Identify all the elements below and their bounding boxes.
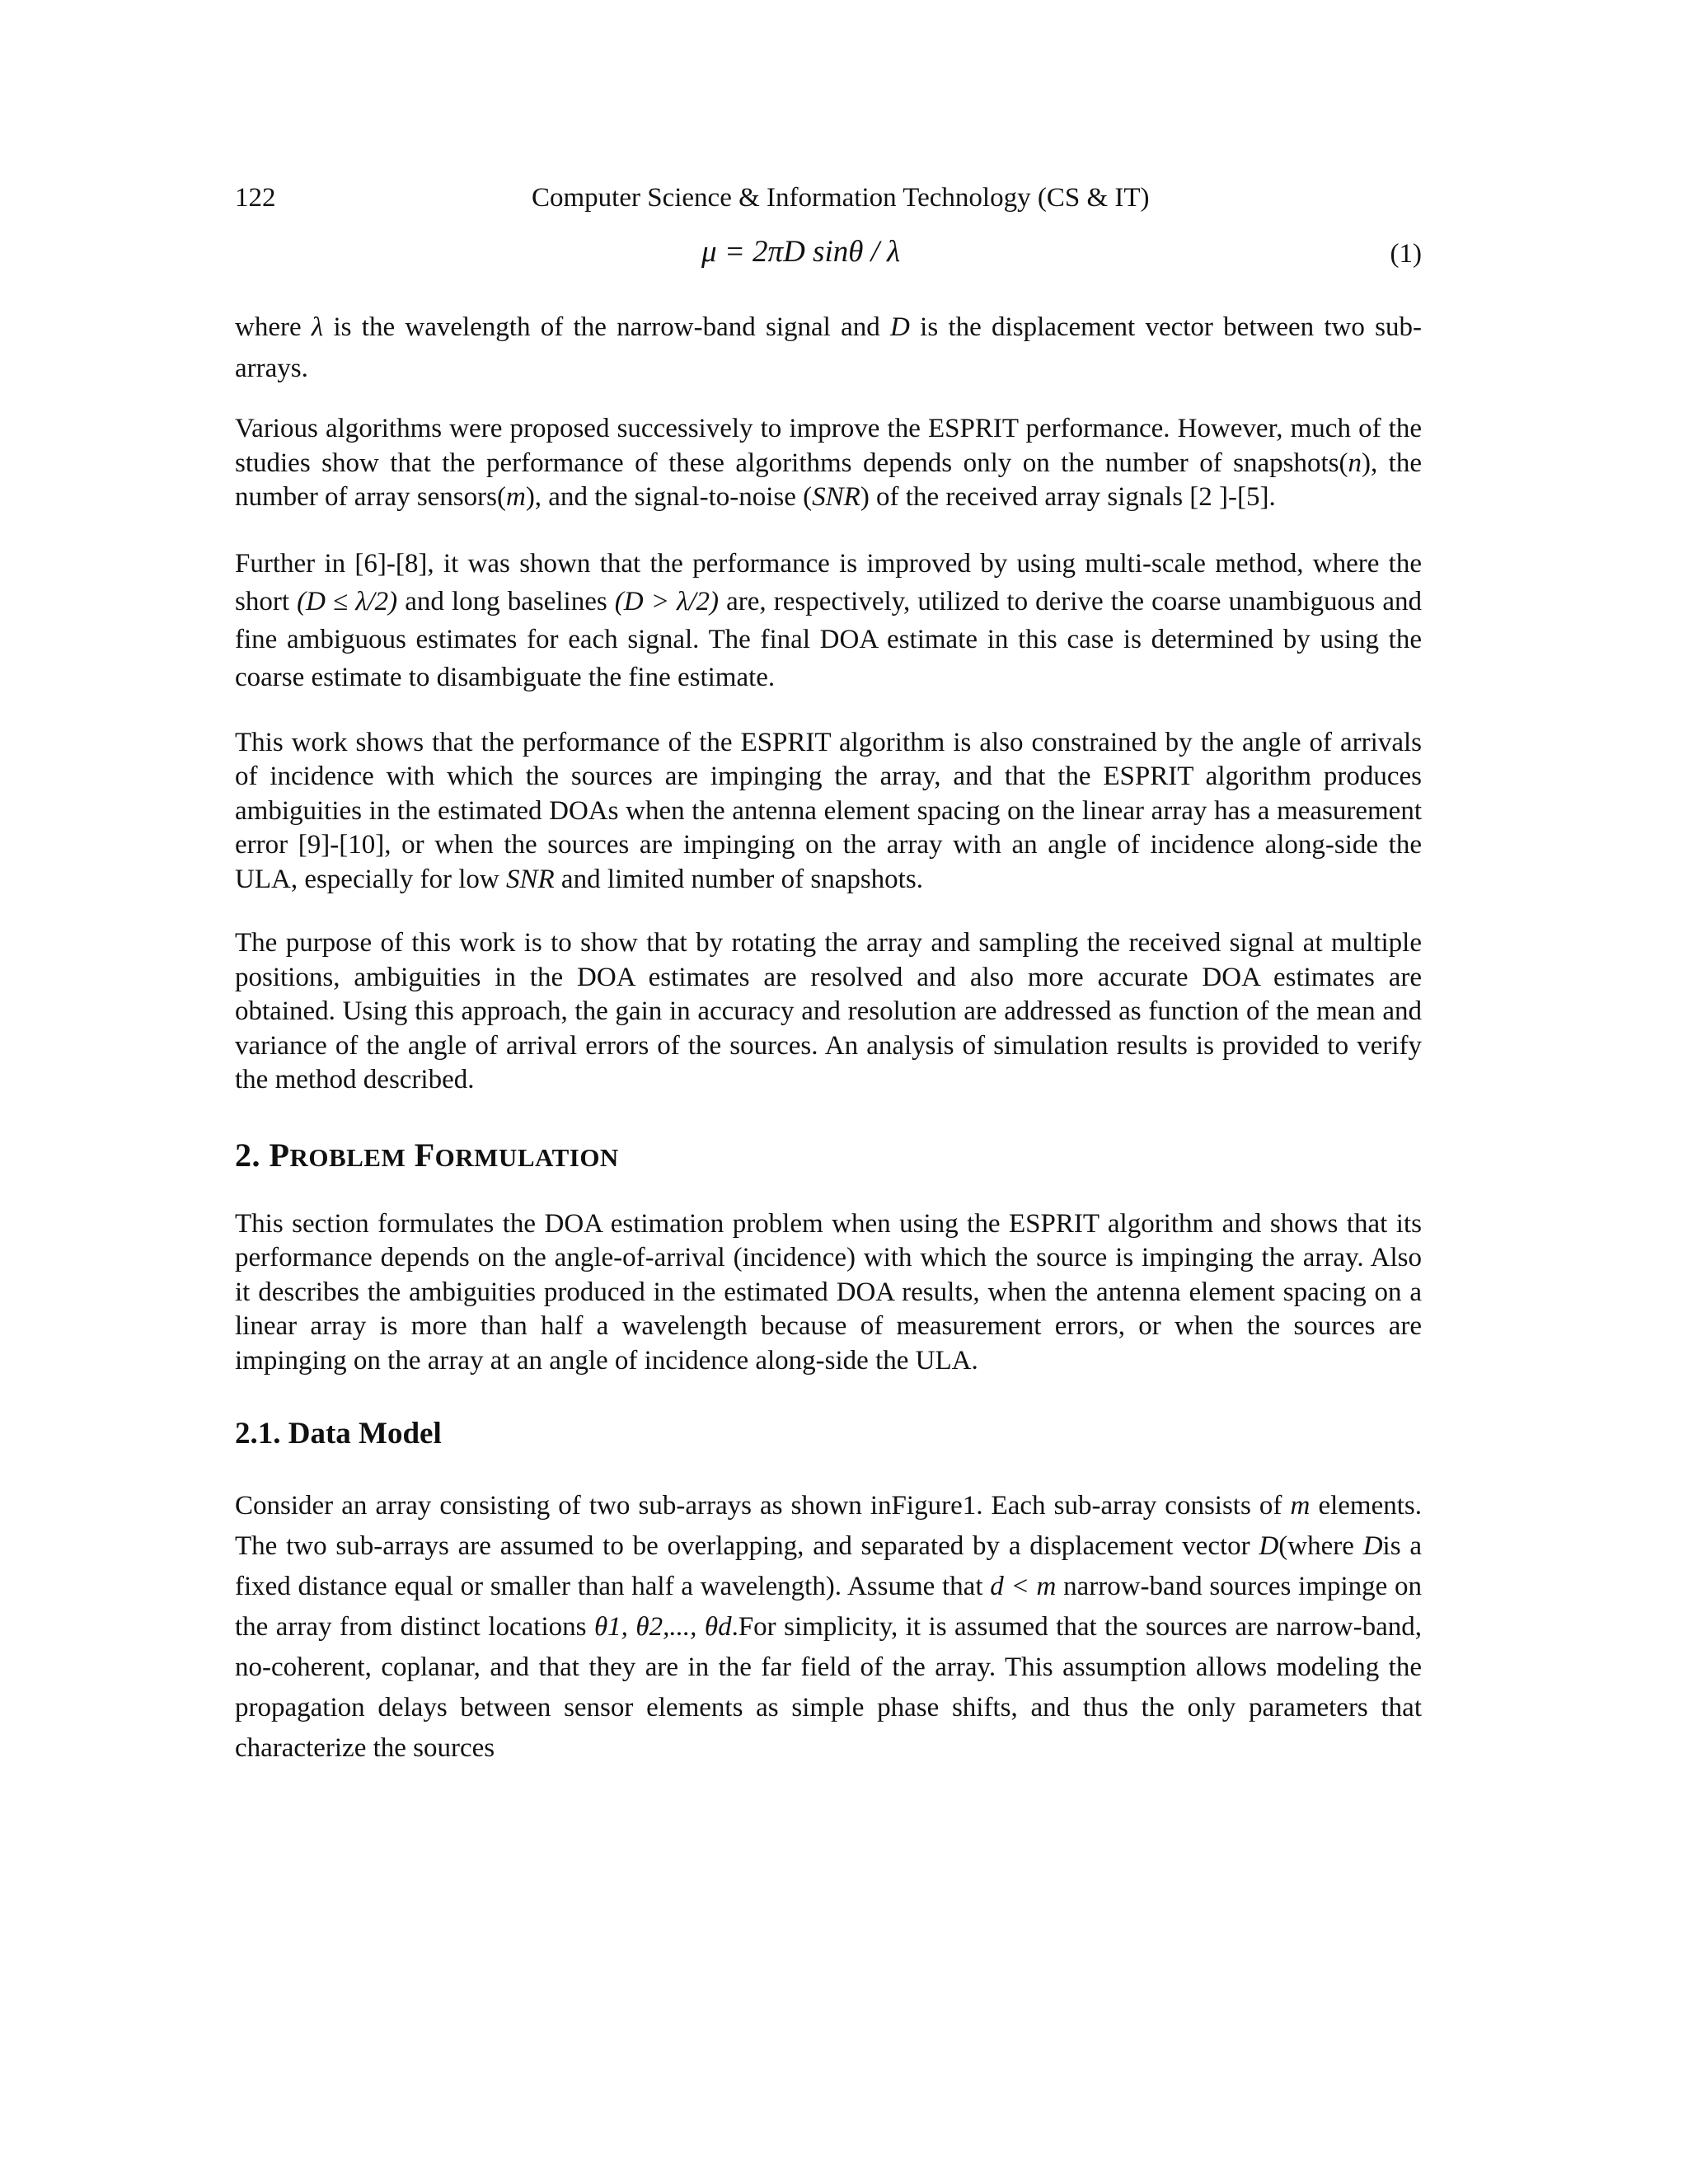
page-number: 122	[235, 183, 276, 213]
equation-formula: μ = 2πD sinθ / λ	[701, 235, 901, 269]
body-text	[235, 307, 1422, 1769]
page-header	[235, 183, 1422, 224]
paragraph-section-2: This section formulates the DOA estimation problem when using the ESPRIT algorithm and shows that its performance depends on the angle-of-arrival (incidence) with which the source is impinging the array. Also it describes the ambiguities produced in the estimated DOA results, when the antenna element spacing on a linear array is more than half a wavelength because of measurement errors, or when the sources are impinging on the array at an angle of incidence along-side the ULA.	[235, 1208, 1422, 1376]
equation-1	[235, 234, 1422, 280]
paragraph-various-algorithms: Various algorithms were proposed successively to improve the ESPRIT performance. However, much of the studies show that the performance of these algorithms depends only on the number of snapshots(n), the number of array sensors(m), and the signal-to-noise (SNR) of the received array signals [2 ]-[5].	[235, 414, 1422, 512]
paragraph-further: Further in [6]-[8], it was shown that the performance is improved by using multi-scale method, where the short (D ≤ λ/2) and long baselines (D > λ/2) are, respectively, utilized to derive the coarse unambiguous and fine ambiguous estimates for each signal. The final DOA estimate in this case is determined by using the coarse estimate to disambiguate the fine estimate.	[235, 548, 1423, 692]
section-2-heading: 2. PROBLEM FORMULATION	[235, 1136, 619, 1174]
paragraph-data-model: Consider an array consisting of two sub-arrays as shown inFigure1. Each sub-array consists of m elements. The two sub-arrays are assumed to be overlapping, and separated by a displacement vector D(where Dis a fixed distance equal or smaller than half a wavelength). Assume that d < m narrow-band sources impinge on the array from distinct locations θ1, θ2,..., θd.For simplicity, it is assumed that the sources are narrow-band, no-coherent, coplanar, and that they are in the far field of the array. This assumption allows modeling the propagation delays between sensor elements as simple phase shifts, and thus the only parameters that characterize the sources	[235, 1491, 1423, 1763]
paragraph-where: where λ is the wavelength of the narrow-band signal and D is the displacement vector between two sub-arrays.	[235, 312, 1423, 383]
journal-title: Computer Science & Information Technology (CS & IT)	[532, 183, 1150, 213]
equation-number: (1)	[1390, 239, 1422, 269]
paragraph-this-work: This work shows that the performance of the ESPRIT algorithm is also constrained by the angle of arrivals of incidence with which the sources are impinging the array, and that the ESPRIT algorithm produces ambiguities in the estimated DOAs when the antenna element spacing on the linear array has a measurement error [9]-[10], or when the sources are impinging on the array with an angle of incidence along-side the ULA, especially for low SNR and limited number of snapshots.	[235, 727, 1422, 894]
subsection-2-1-heading: 2.1. Data Model	[235, 1417, 442, 1451]
paragraph-purpose: The purpose of this work is to show that by rotating the array and sampling the received signal at multiple positions, ambiguities in the DOA estimates are resolved and also more accurate DOA estimates are obtained. Using this approach, the gain in accuracy and resolution are addressed as function of the mean and variance of the angle of arrival errors of the sources. An analysis of simulation results is provided to verify the method described.	[235, 928, 1422, 1094]
